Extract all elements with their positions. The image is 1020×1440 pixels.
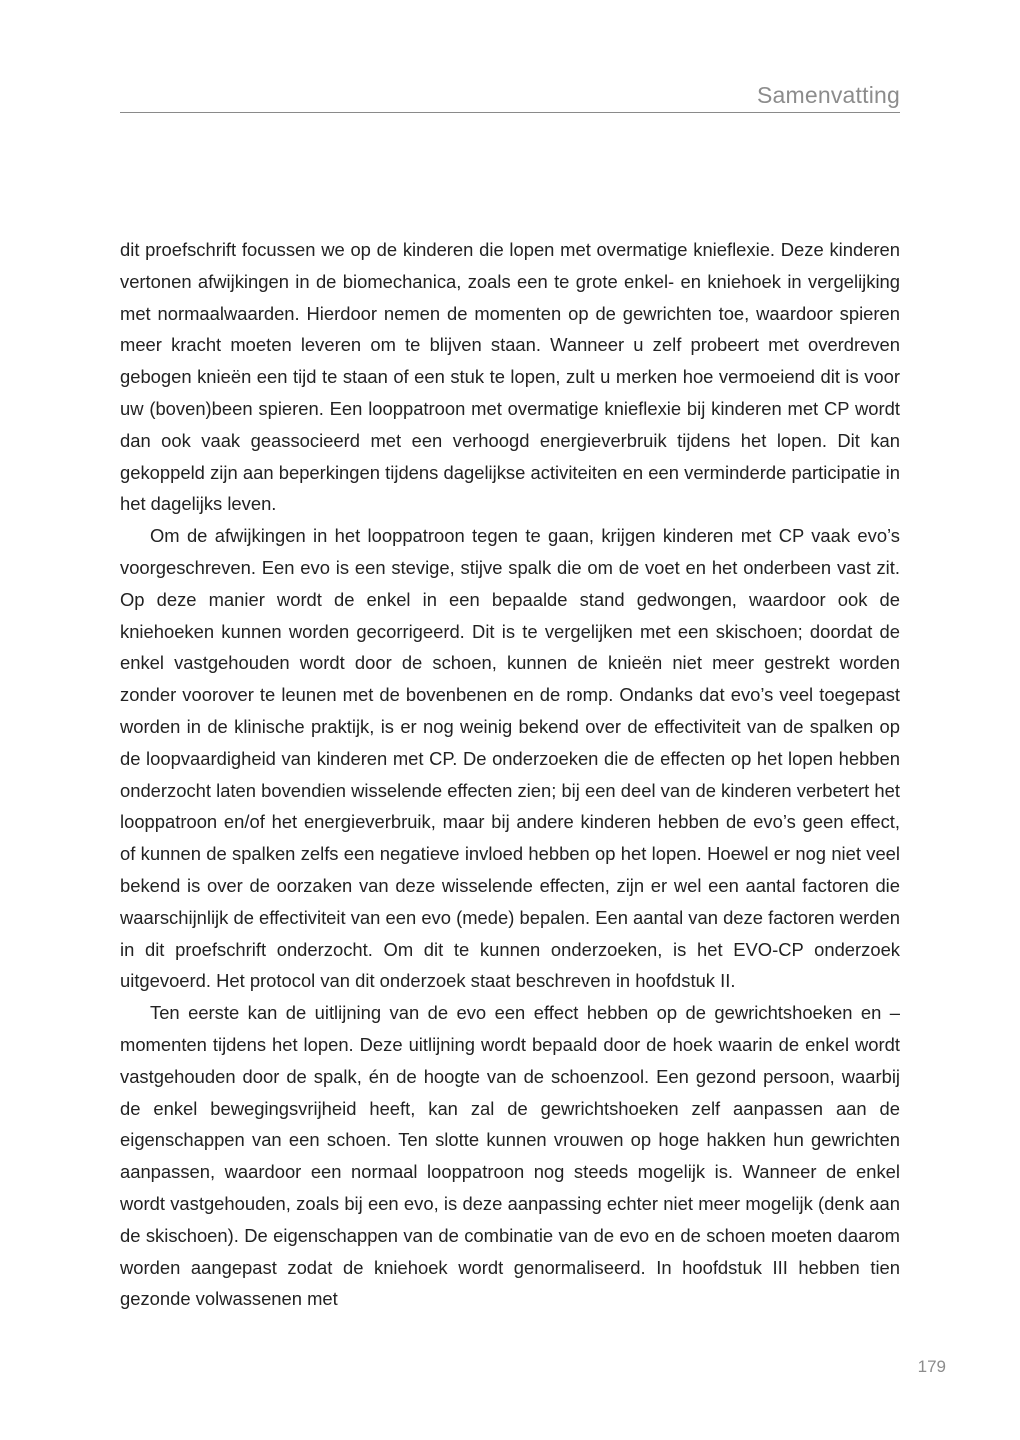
paragraph-2: Om de afwijkingen in het looppatroon tegen te gaan, krijgen kinderen met CP vaak evo’s voorgeschreven. Een evo is een stevige, stijve spalk die om de voet en het onderbeen vast zit. Op deze manier wordt de enkel in een bepaalde stand gedwongen, waardoor ook de kniehoeken kunnen worden gecorrigeerd. Dit is te vergelijken met een skischoen; doordat de enkel vastgehouden wordt door de schoen, kunnen de knieën niet meer gestrekt worden zonder voorover te leunen met de bovenbenen en de romp. Ondanks dat evo’s veel toegepast worden in de klinische praktijk, is er nog weinig bekend over de effectiviteit van de spalken op de loopvaardigheid van kinderen met CP. De onderzoeken die de effecten op het lopen hebben onderzocht laten bovendien wisselende effecten zien; bij een deel van de kinderen verbetert het looppatroon en/of het energieverbruik, maar bij andere kinderen hebben de evo’s geen effect, of kunnen de spalken zelfs een negatieve invloed hebben op het lopen. Hoewel er nog niet veel bekend is over de oorzaken van deze wisselende effecten, zijn er wel een aantal factoren die waarschijnlijk de effectiviteit van een evo (mede) bepalen. Een aantal van deze factoren werden in dit proefschrift onderzocht. Om dit te kunnen onderzoeken, is het EVO-CP onderzoek uitgevoerd. Het protocol van dit onderzoek staat beschreven in hoofdstuk II.	[120, 525, 900, 992]
paragraph-3: Ten eerste kan de uitlijning van de evo een effect hebben op de gewrichtshoeken en –momenten tijdens het lopen. Deze uitlijning wordt bepaald door de hoek waarin de enkel wordt vastgehouden door de spalk, én de hoogte van de schoenzool. Een gezond persoon, waarbij de enkel bewegingsvrijheid heeft, kan zal de gewrichtshoeken zelf aanpassen aan de eigenschappen van een schoen. Ten slotte kunnen vrouwen op hoge hakken hun gewrichten aanpassen, waardoor een normaal looppatroon nog steeds mogelijk is. Wanneer de enkel wordt vastgehouden, zoals bij een evo, is deze aanpassing echter niet meer mogelijk (denk aan de skischoen). De eigenschappen van de combinatie van de evo en de schoen moeten daarom worden aangepast zodat de kniehoek wordt genormaliseerd. In hoofdstuk III hebben tien gezonde volwassenen met	[120, 1002, 900, 1310]
running-header	[120, 80, 900, 113]
body-text	[120, 234, 900, 1315]
paragraph-1: dit proefschrift focussen we op de kinderen die lopen met overmatige knieflexie. Deze kinderen vertonen afwijkingen in de biomechanica, zoals een te grote enkel- en kniehoek in vergelijking met normaalwaarden. Hierdoor nemen de momenten op de gewrichten toe, waardoor spieren meer kracht moeten leveren om te blijven staan. Wanneer u zelf probeert met overdreven gebogen knieën een tijd te staan of een stuk te lopen, zult u merken hoe vermoeiend dit is voor uw (boven)been spieren. Een looppatroon met overmatige knieflexie bij kinderen met CP wordt dan ook vaak geassocieerd met een verhoogd energieverbruik tijdens het lopen. Dit kan gekoppeld zijn aan beperkingen tijdens dagelijkse activiteiten en een verminderde participatie in het dagelijks leven.	[120, 239, 900, 515]
running-header-title: Samenvatting	[756, 82, 900, 108]
page-number: 179	[917, 1357, 946, 1376]
